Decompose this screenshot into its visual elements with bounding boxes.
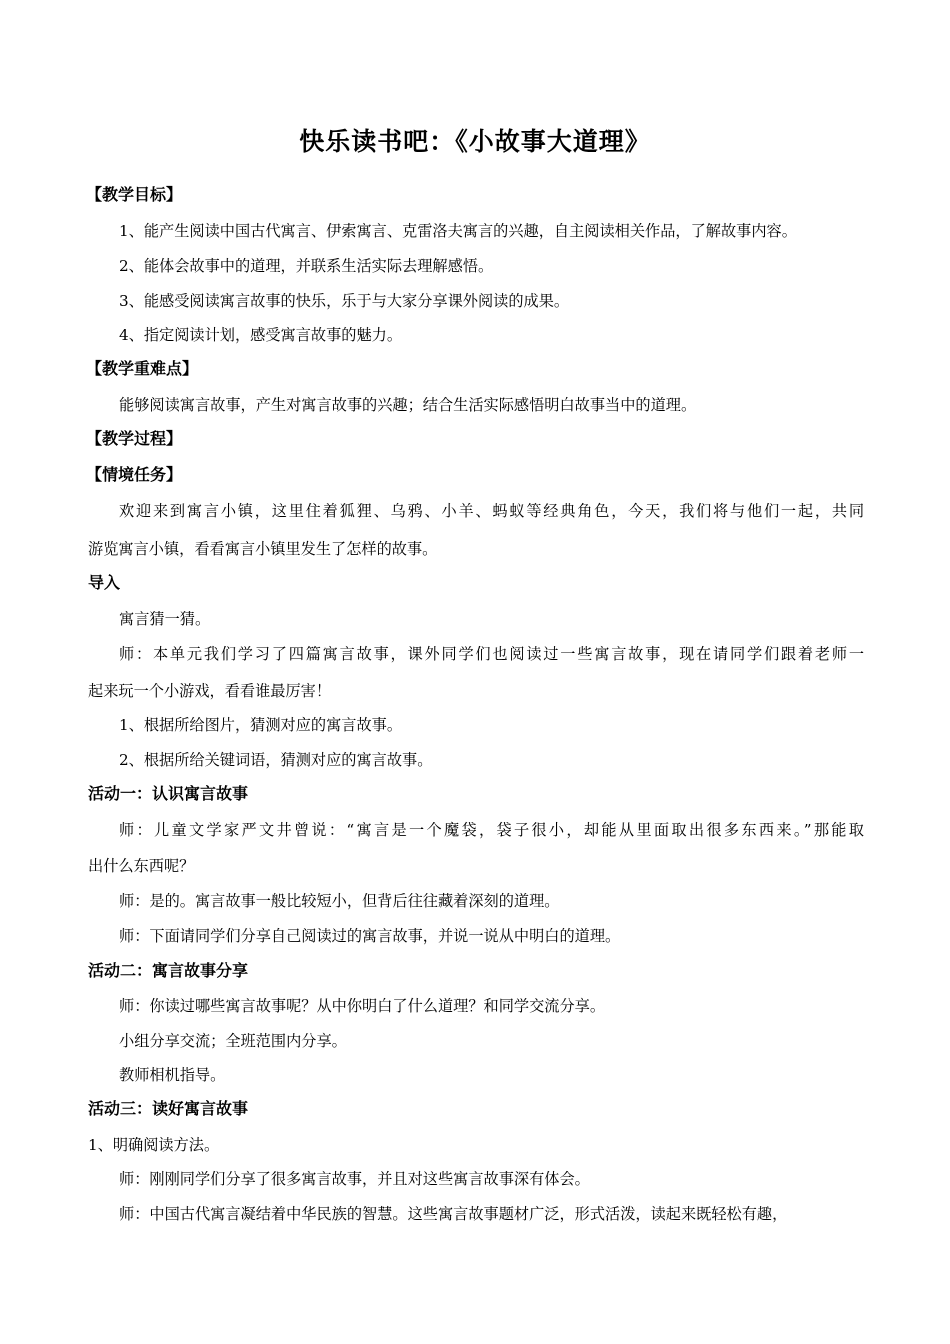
activity1-line-3: 师：是的。寓言故事一般比较短小，但背后往往藏着深刻的道理。 <box>119 892 560 910</box>
activity2-line-2: 小组分享交流；全班范围内分享。 <box>119 1032 347 1050</box>
activity1-line-1: 师：儿童文学家严文井曾说：“寓言是一个魔袋，袋子很小，却能从里面取出很多东西来。”那能取 <box>119 821 864 839</box>
scenario-heading: 【情境任务】 <box>86 465 183 484</box>
activity3-item-1: 1、明确阅读方法。 <box>88 1136 220 1154</box>
document-title: 快乐读书吧：《小故事大道理》 <box>299 127 651 156</box>
activity2-line-1: 师：你读过哪些寓言故事呢？从中你明白了什么道理？和同学交流分享。 <box>119 997 605 1015</box>
intro-guess: 寓言猜一猜。 <box>119 610 211 628</box>
scenario-text-line-1: 欢迎来到寓言小镇，这里住着狐狸、乌鸦、小羊、蚂蚁等经典角色，今天，我们将与他们一起，共同 <box>119 502 864 520</box>
activity3-line-2: 师：中国古代寓言凝结着中华民族的智慧。这些寓言故事题材广泛，形式活泼，读起来既轻松有趣， <box>119 1205 788 1223</box>
process-heading: 【教学过程】 <box>86 429 183 448</box>
intro-teacher-line-2: 起来玩一个小游戏，看看谁最厉害！ <box>88 682 331 700</box>
key-points-text: 能够阅读寓言故事，产生对寓言故事的兴趣；结合生活实际感悟明白故事当中的道理。 <box>119 396 697 414</box>
objective-item-3: 3、能感受阅读寓言故事的快乐，乐于与大家分享课外阅读的成果。 <box>119 292 570 310</box>
activity2-line-3: 教师相机指导。 <box>119 1066 226 1084</box>
activity1-heading: 活动一：认识寓言故事 <box>88 784 249 803</box>
objective-item-4: 4、指定阅读计划，感受寓言故事的魅力。 <box>119 326 403 344</box>
intro-item-2: 2、根据所给关键词语，猜测对应的寓言故事。 <box>119 751 433 769</box>
intro-teacher-line-1: 师：本单元我们学习了四篇寓言故事，课外同学们也阅读过一些寓言故事，现在请同学们跟着老师一 <box>119 645 864 663</box>
scenario-text-line-2: 游览寓言小镇，看看寓言小镇里发生了怎样的故事。 <box>88 540 438 558</box>
objective-item-2: 2、能体会故事中的道理，并联系生活实际去理解感悟。 <box>119 257 494 275</box>
intro-item-1: 1、根据所给图片，猜测对应的寓言故事。 <box>119 716 403 734</box>
key-points-heading: 【教学重难点】 <box>86 359 199 378</box>
activity3-heading: 活动三：读好寓言故事 <box>88 1099 249 1118</box>
objective-item-1: 1、能产生阅读中国古代寓言、伊索寓言、克雷洛夫寓言的兴趣，自主阅读相关作品，了解故事内容。 <box>119 222 797 240</box>
intro-heading: 导入 <box>88 573 121 592</box>
objectives-heading: 【教学目标】 <box>86 185 183 204</box>
activity3-line-1: 师：刚刚同学们分享了很多寓言故事，并且对这些寓言故事深有体会。 <box>119 1170 590 1188</box>
activity1-line-4: 师：下面请同学们分享自己阅读过的寓言故事，并说一说从中明白的道理。 <box>119 927 621 945</box>
activity1-line-2: 出什么东西呢？ <box>88 857 195 875</box>
activity2-heading: 活动二：寓言故事分享 <box>88 961 249 980</box>
